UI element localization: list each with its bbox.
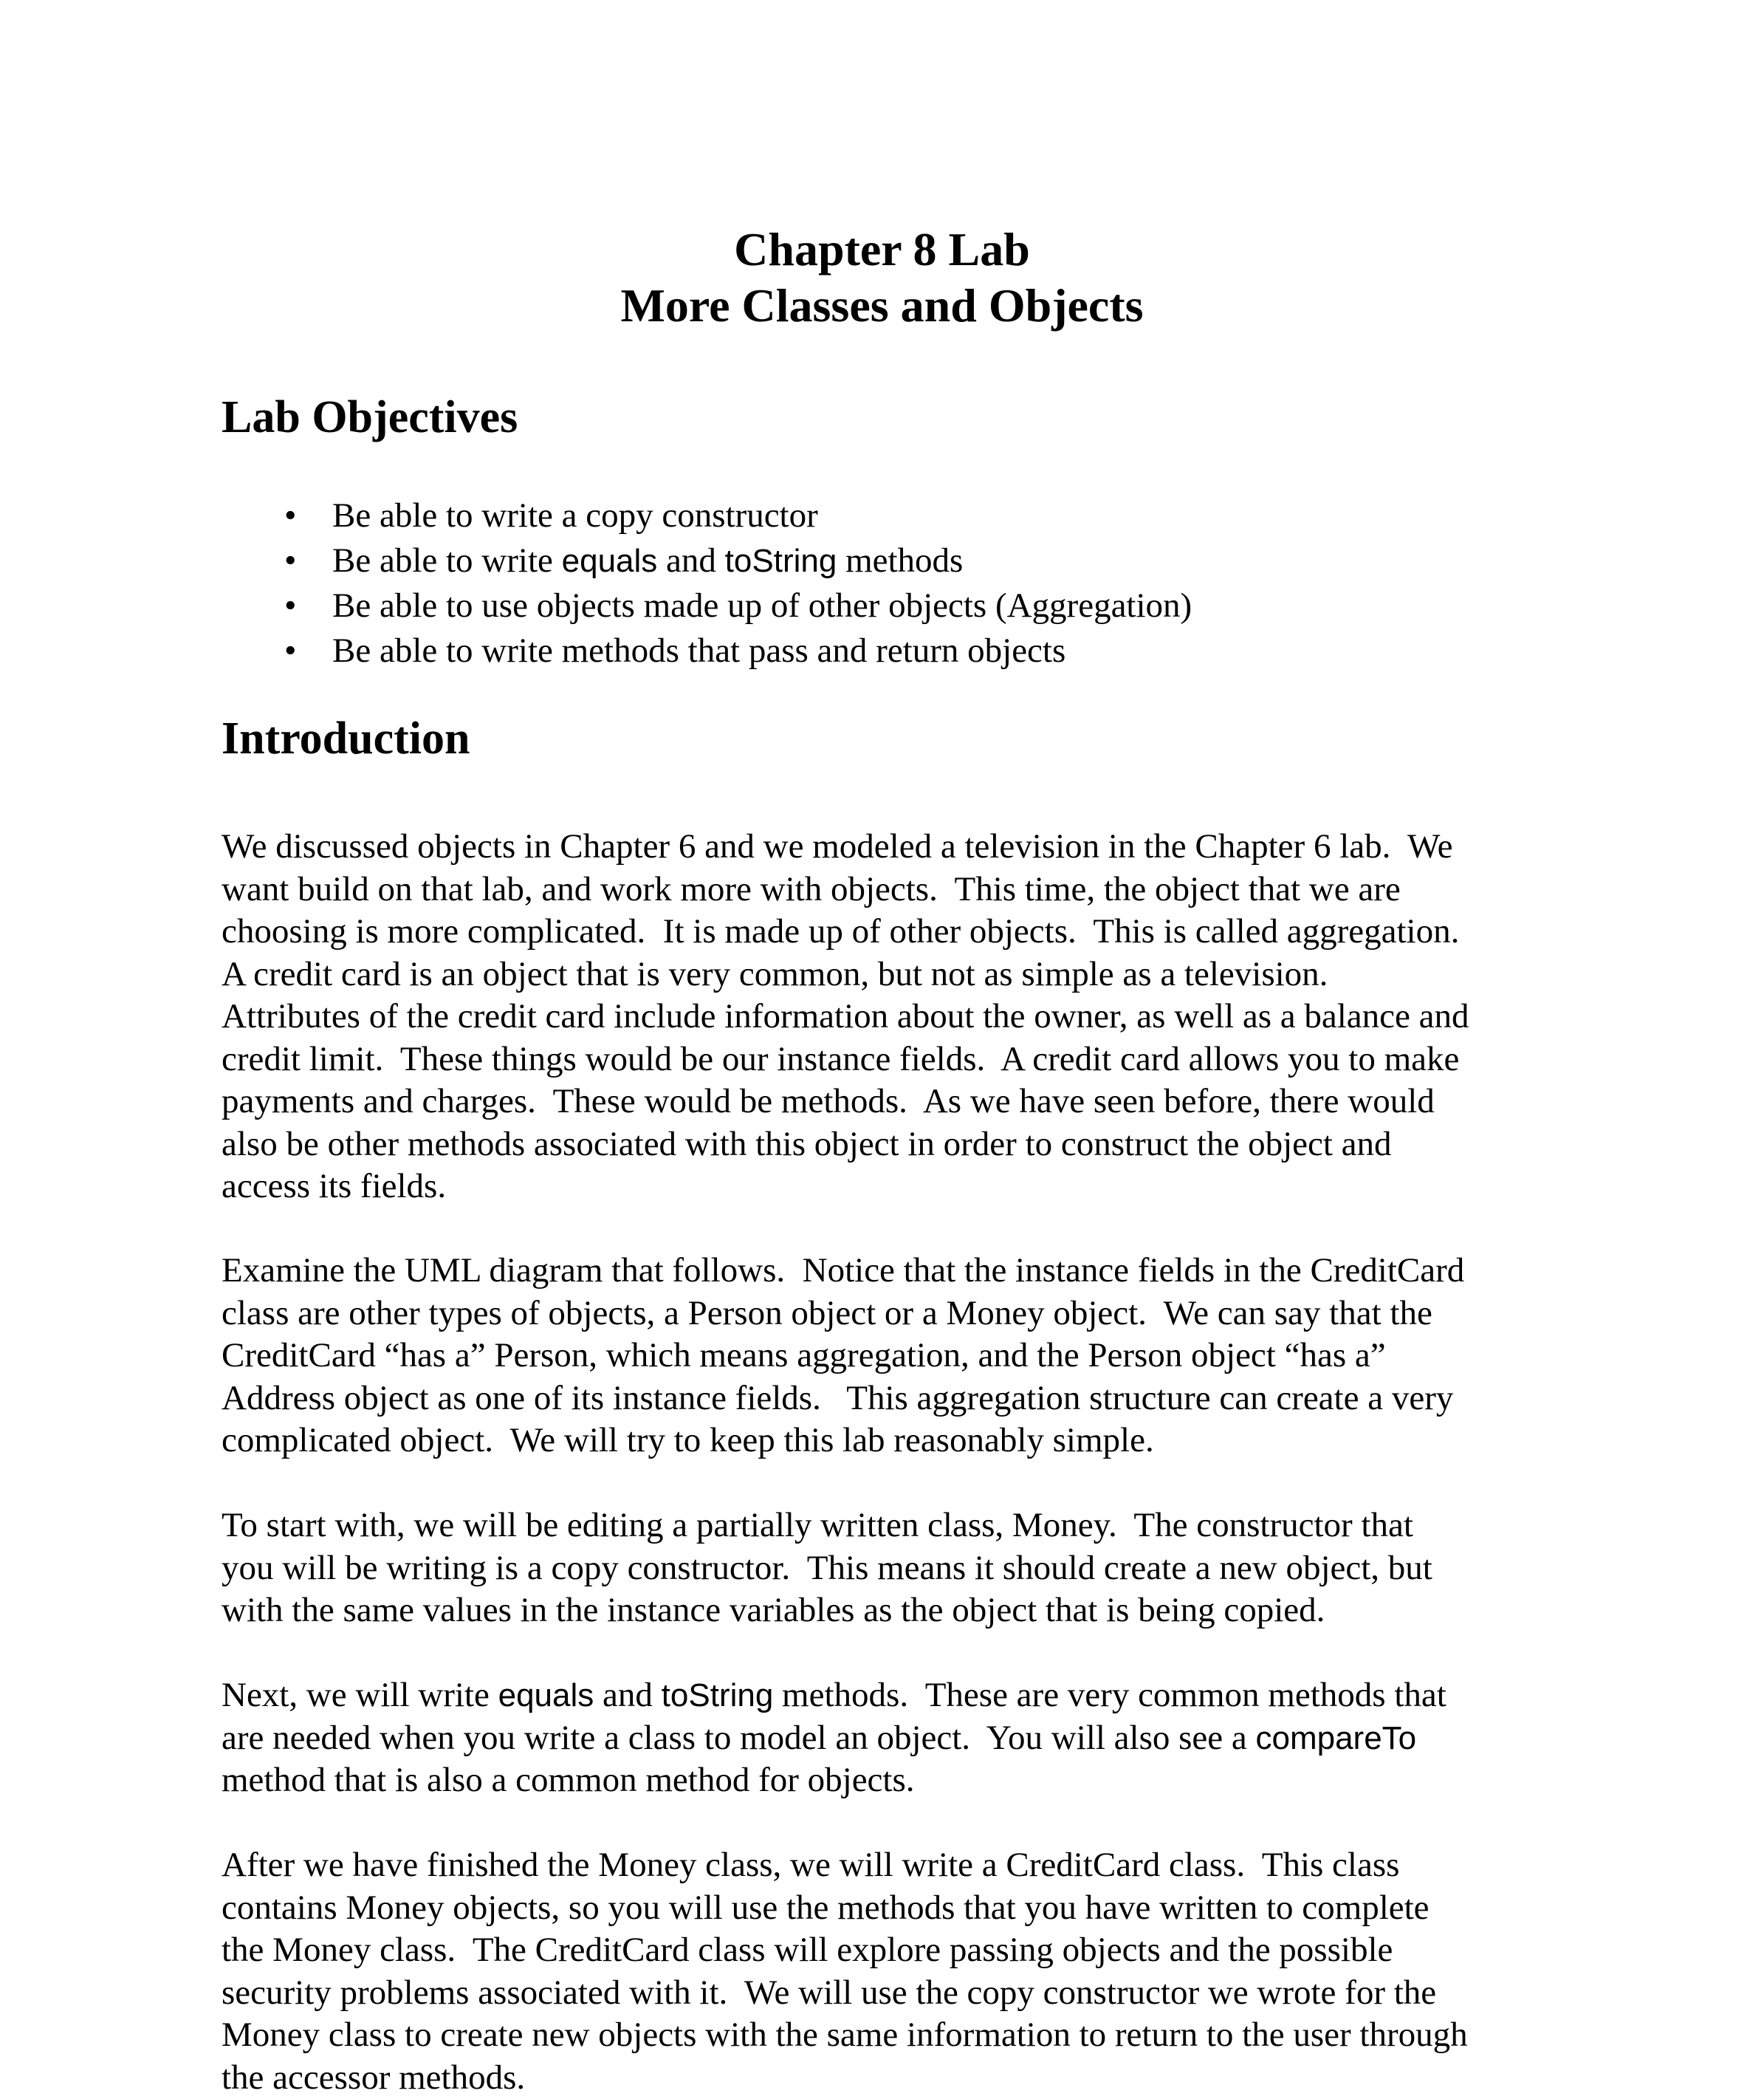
code-term: toString xyxy=(661,1677,774,1713)
text-line: access its fields. xyxy=(222,1167,447,1205)
bullet-icon: • xyxy=(284,631,297,670)
list-item xyxy=(284,629,1192,674)
text-line: credit limit. These things would be our instance fields. A credit card allows you to make xyxy=(222,1039,1460,1078)
item-text: Be able to write a copy constructor xyxy=(332,496,818,535)
chapter-title xyxy=(0,222,1764,334)
paragraph-2 xyxy=(222,1250,1464,1462)
text-line: A credit card is an object that is very common, but not as simple as a television. xyxy=(222,954,1328,993)
list-item xyxy=(284,538,1192,583)
bullet-icon: • xyxy=(284,496,297,535)
text-line: To start with, we will be editing a partially written class, Money. The constructor that xyxy=(222,1506,1413,1544)
introduction-heading: Introduction xyxy=(222,713,470,764)
paragraph-4 xyxy=(222,1674,1446,1802)
text-line xyxy=(222,1674,1446,1717)
item-text: methods xyxy=(837,541,964,580)
text-line: payments and charges. These would be methods. As we have seen before, there would xyxy=(222,1082,1435,1120)
paragraph-1 xyxy=(222,826,1469,1208)
text-line: complicated object. We will try to keep this lab reasonably simple. xyxy=(222,1421,1154,1459)
objectives-list xyxy=(284,493,1192,674)
text-segment: and xyxy=(594,1676,662,1714)
text-line: Money class to create new objects with the same information to return to the user through xyxy=(222,2016,1468,2054)
paragraph-3 xyxy=(222,1504,1432,1632)
text-segment: Next, we will write xyxy=(222,1676,498,1714)
text-line: After we have finished the Money class, we will write a CreditCard class. This class xyxy=(222,1846,1400,1884)
title-line-2: More Classes and Objects xyxy=(620,279,1144,332)
text-line: Examine the UML diagram that follows. Notice that the instance fields in the CreditCard xyxy=(222,1251,1465,1290)
code-term: compareTo xyxy=(1255,1719,1417,1756)
bullet-icon: • xyxy=(284,541,297,580)
text-line: Attributes of the credit card include information about the owner, as well as a balance and xyxy=(222,997,1469,1035)
item-text: Be able to write methods that pass and return objects xyxy=(332,631,1066,670)
text-line: with the same values in the instance variables as the object that is being copied. xyxy=(222,1591,1325,1629)
text-line: Address object as one of its instance fields. This aggregation structure can create a very xyxy=(222,1378,1454,1417)
text-line xyxy=(222,1717,1446,1760)
lab-objectives-heading: Lab Objectives xyxy=(222,392,518,442)
text-line: CreditCard “has a” Person, which means aggregation, and the Person object “has a” xyxy=(222,1336,1386,1374)
item-text: and xyxy=(657,541,725,580)
code-term: equals xyxy=(498,1677,594,1713)
text-line: the accessor methods. xyxy=(222,2058,526,2097)
code-term: toString xyxy=(724,543,837,579)
text-segment: are needed when you write a class to model an object. You will also see a xyxy=(222,1718,1256,1757)
list-item xyxy=(284,493,1192,538)
item-text: Be able to write xyxy=(332,541,562,580)
text-line: the Money class. The CreditCard class will explore passing objects and the possible xyxy=(222,1931,1393,1969)
item-text: Be able to use objects made up of other objects (Aggregation) xyxy=(332,586,1192,625)
text-segment: methods. These are very common methods that xyxy=(773,1676,1446,1714)
text-line: also be other methods associated with this object in order to construct the object and xyxy=(222,1124,1392,1163)
text-line: you will be writing is a copy constructor. This means it should create a new object, but xyxy=(222,1548,1432,1587)
text-line: method that is also a common method for objects. xyxy=(222,1761,915,1799)
code-term: equals xyxy=(561,543,658,579)
text-line: want build on that lab, and work more with objects. This time, the object that we are xyxy=(222,869,1401,908)
text-line: We discussed objects in Chapter 6 and we modeled a television in the Chapter 6 lab. We xyxy=(222,827,1453,866)
text-line: choosing is more complicated. It is made up of other objects. This is called aggregation. xyxy=(222,912,1460,951)
bullet-icon: • xyxy=(284,586,297,625)
title-line-1: Chapter 8 Lab xyxy=(734,223,1030,275)
text-line: security problems associated with it. We will use the copy constructor we wrote for the xyxy=(222,1973,1437,2012)
text-line: contains Money objects, so you will use the methods that you have written to complete xyxy=(222,1888,1430,1927)
paragraph-5 xyxy=(222,1844,1468,2099)
list-item xyxy=(284,583,1192,629)
text-line: class are other types of objects, a Person object or a Money object. We can say that the xyxy=(222,1293,1432,1332)
